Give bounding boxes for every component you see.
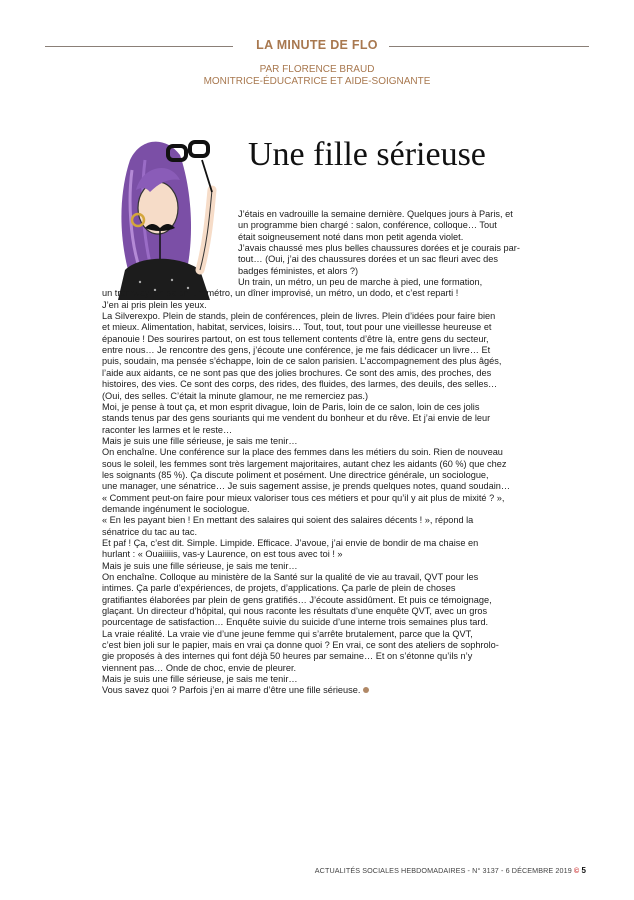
byline-role: MONITRICE-ÉDUCATRICE ET AIDE-SOIGNANTE bbox=[203, 76, 431, 87]
article-line: et mieux. Alimentation, habitat, services, loisirs… Tout, tout, tout pour une vieillesse heureuse et bbox=[102, 322, 492, 333]
article-line: (Oui, des selles. C’était la minute glamour, ne me remerciez pas.) bbox=[102, 390, 369, 401]
page-number: 5 bbox=[581, 866, 586, 875]
article-line: J’en ai pris plein les yeux. bbox=[102, 299, 207, 310]
article-line: épanouie ! Des sourires partout, on est tous tellement contents d’être là, entre gens du secteur, bbox=[102, 333, 489, 344]
article-line: était soigneusement noté dans mon petit agenda violet. bbox=[238, 231, 464, 242]
byline-author: PAR FLORENCE BRAUD bbox=[259, 64, 375, 75]
article-line: hurlant : « Ouaiiiiis, vas-y Laurence, on est tous avec toi ! » bbox=[102, 549, 343, 560]
article-line: demande ingénument le sociologue. bbox=[102, 503, 250, 514]
rubric-rule-right bbox=[389, 46, 589, 47]
article-line: « Comment peut-on faire pour mieux valoriser tous ces métiers et pour qu’il y ait plus de mixité ? », bbox=[102, 492, 505, 503]
article-line: Mais je suis une fille sérieuse, je sais me tenir… bbox=[102, 560, 298, 571]
article-line: La vraie réalité. La vraie vie d’une jeune femme qui s’arrête brutalement, parce que la QVT, bbox=[102, 628, 473, 639]
article-line: Et paf ! Ça, c’est dit. Simple. Limpide. Efficace. J’avoue, j’ai envie de bondir de ma chaise en bbox=[102, 537, 479, 548]
footer-publication: ACTUALITÉS SOCIALES HEBDOMADAIRES - N° 3137 - 6 DÉCEMBRE 2019 bbox=[314, 866, 572, 875]
article-line: On enchaîne. Colloque au ministère de la Santé sur la qualité de vie au travail, QVT pour les bbox=[102, 572, 479, 582]
article-line: tout… (Oui, j’ai des chaussures dorées et un sac fleuri avec des bbox=[238, 254, 498, 265]
article-line: glaçant. Un directeur d’hôpital, qui nous raconte les résultats d’une enquête QVT, avec un gros bbox=[102, 606, 488, 617]
article-line: J’avais chaussé mes plus belles chaussures dorées et je courais par- bbox=[238, 243, 520, 254]
article-line: un programme bien chargé : salon, conférence, colloque… Tout bbox=[238, 220, 497, 231]
article-line: intimes. Ça parle d’expériences, de projets, d’applications. Ça parle de plein de choses bbox=[102, 583, 456, 594]
end-of-article-dot bbox=[363, 687, 369, 693]
article-last-line bbox=[102, 685, 534, 696]
article-title: Une fille sérieuse bbox=[248, 136, 486, 173]
article-line: La Silverexpo. Plein de stands, plein de conférences, plein de livres. Plein d’idées pour faire bien bbox=[102, 311, 496, 322]
copyright-mark: © bbox=[573, 866, 580, 875]
article-line: badges féministes, et alors ?) bbox=[238, 265, 359, 276]
article-line: une manager, une sénatrice… Je suis sagement assise, je prends quelques notes, quand soudain… bbox=[102, 481, 511, 492]
article-line: Mais je suis une fille sérieuse, je sais me tenir… bbox=[102, 435, 298, 446]
article-line: l’aide aux aidants, ce ne sont pas que des jolies brochures. Ce sont des amis, des proches, des bbox=[102, 367, 492, 378]
article-line: sous le soleil, les femmes sont très largement majoritaires, autant chez les aidants (60 %) que chez bbox=[102, 458, 507, 469]
article-line: Un train, un métro, un peu de marche à pied, une formation, bbox=[238, 277, 483, 288]
article-line: sénatrice du tac au tac. bbox=[102, 526, 197, 537]
page-footer bbox=[315, 866, 586, 875]
article-line: gratifiantes élaborées par plein de gens gratifiés… J’écoute assidûment. Et puis ce témoignage, bbox=[102, 594, 492, 605]
article-body bbox=[102, 209, 534, 697]
article-line: un tramway, un salon, un métro, un dîner improvisé, un métro, un dodo, et c’est reparti ! bbox=[102, 288, 459, 299]
article-line: Mais je suis une fille sérieuse, je sais me tenir… bbox=[102, 674, 298, 685]
rubric-header bbox=[45, 36, 589, 56]
article-line: On enchaîne. Une conférence sur la place des femmes dans les métiers du soin. Rien de nouveau bbox=[102, 447, 503, 458]
article-line: c’est bien joli sur le papier, mais en vrai ça donne quoi ? En vrai, ce sont des ateliers de sophrolo- bbox=[102, 640, 499, 651]
article-line: gie proposés à des internes qui font déjà 50 heures par semaine… Et on s’étonne qu’ils n’y bbox=[102, 651, 473, 662]
article-line: les soignants (85 %). Ça discute poliment et posément. Une directrice générale, un sociologue, bbox=[102, 469, 489, 480]
article-line: stands tenus par des gens souriants qui me vendent du bonheur et du rêve. Et j’ai envie de leur bbox=[102, 413, 491, 424]
article-line: Moi, je pense à tout ça, et mon esprit divague, loin de Paris, loin de ce salon, loin de ces jolis bbox=[102, 401, 480, 412]
article-line: raconter les larmes et le reste… bbox=[102, 424, 233, 435]
article-line: entre nous… Je rencontre des gens, j’écoute une conférence, je me fais dédicacer un livre… Et bbox=[102, 345, 491, 356]
rubric-rule-left bbox=[45, 46, 233, 47]
article-line: J’étais en vadrouille la semaine dernière. Quelques jours à Paris, et bbox=[238, 209, 513, 219]
article-line: pourcentage de satisfaction… Enquête suivie du suicide d’une interne trois semaines plus tard. bbox=[102, 617, 489, 628]
article-line: puis, soudain, ma pensée s’échappe, loin de ce salon parisien. L’accompagnement des plus âgés, bbox=[102, 356, 502, 367]
article-line: histoires, des vies. Ce sont des corps, des rides, des fluides, des larmes, des deuils, des selles… bbox=[102, 379, 498, 390]
article-line: « En les payant bien ! En mettant des salaires qui soient des salaires décents ! », répond la bbox=[102, 515, 474, 526]
rubric-title: LA MINUTE DE FLO bbox=[256, 38, 378, 52]
article-line: viennent pas… Onde de choc, envie de pleurer. bbox=[102, 662, 297, 673]
article-line: Vous savez quoi ? Parfois j’en ai marre d’être une fille sérieuse. bbox=[102, 685, 361, 696]
byline bbox=[0, 64, 634, 88]
